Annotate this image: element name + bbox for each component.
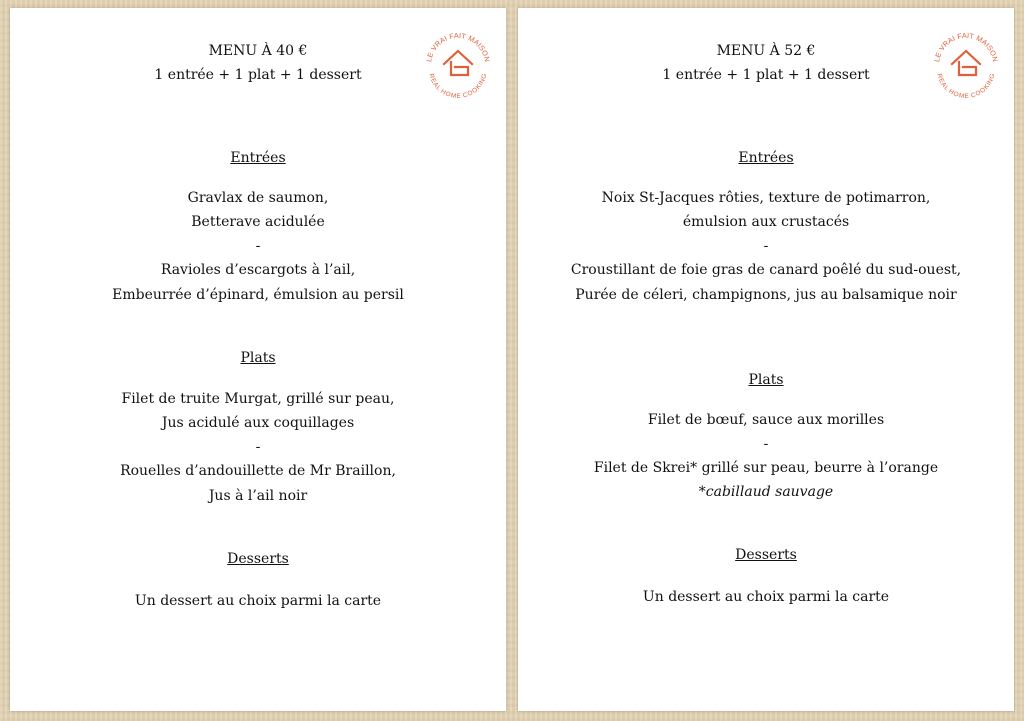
plat-footnote: *cabillaud sauvage	[698, 484, 834, 500]
plat-line: Filet de bœuf, sauce aux morilles	[647, 412, 885, 428]
entree-line: Gravlax de saumon,	[187, 190, 329, 206]
entree-line: Ravioles d’escargots à l’ail,	[160, 262, 356, 278]
plat-line: Filet de Skrei* grillé sur peau, beurre à l’orange	[593, 460, 939, 476]
entree-line: Betterave acidulée	[191, 214, 325, 230]
entree-line: Purée de céleri, champignons, jus au balsamique noir	[575, 287, 957, 303]
section-title-plats: Plats	[240, 350, 276, 366]
dessert-line: Un dessert au choix parmi la carte	[642, 589, 890, 605]
dessert-line: Un dessert au choix parmi la carte	[134, 593, 382, 609]
menu-page-52	[518, 8, 1014, 711]
plat-line: Jus acidulé aux coquillages	[161, 415, 355, 431]
entree-line: Embeurrée d’épinard, émulsion au persil	[112, 287, 404, 303]
section-title-entrees: Entrées	[738, 150, 794, 166]
menu-title: MENU À 40 €	[208, 43, 308, 59]
entree-line: Croustillant de foie gras de canard poêlé du sud-ouest,	[570, 262, 962, 278]
plat-separator: -	[255, 439, 261, 455]
entree-separator: -	[255, 238, 261, 254]
plat-line: Rouelles d’andouillette de Mr Braillon,	[120, 463, 396, 479]
house-logo-icon	[930, 29, 1002, 101]
plat-separator: -	[763, 436, 769, 452]
entree-line: Noix St-Jacques rôties, texture de potimarron,	[601, 190, 931, 206]
logo-arc-top-text: LE VRAI FAIT MAISON	[424, 30, 492, 63]
menu-page-40	[10, 8, 506, 711]
house-logo-icon	[422, 29, 494, 101]
plat-line: Filet de truite Murgat, grillé sur peau,	[121, 391, 395, 407]
menu-subtitle: 1 entrée + 1 plat + 1 dessert	[154, 67, 362, 83]
vrai-fait-maison-logo	[422, 29, 494, 101]
section-title-entrees: Entrées	[230, 150, 286, 166]
menu-subtitle: 1 entrée + 1 plat + 1 dessert	[662, 67, 870, 83]
section-title-plats: Plats	[748, 372, 784, 388]
menu-title: MENU À 52 €	[716, 43, 816, 59]
section-title-desserts: Desserts	[735, 547, 797, 563]
logo-arc-bottom-text: REAL HOME COOKING	[935, 72, 997, 101]
logo-arc-bottom-text: REAL HOME COOKING	[427, 72, 489, 101]
section-title-desserts: Desserts	[227, 551, 289, 567]
plat-line: Jus à l’ail noir	[208, 488, 308, 504]
vrai-fait-maison-logo	[930, 29, 1002, 101]
entree-separator: -	[763, 238, 769, 254]
logo-arc-top-text: LE VRAI FAIT MAISON	[932, 30, 1000, 63]
entree-line: émulsion aux crustacés	[682, 214, 850, 230]
